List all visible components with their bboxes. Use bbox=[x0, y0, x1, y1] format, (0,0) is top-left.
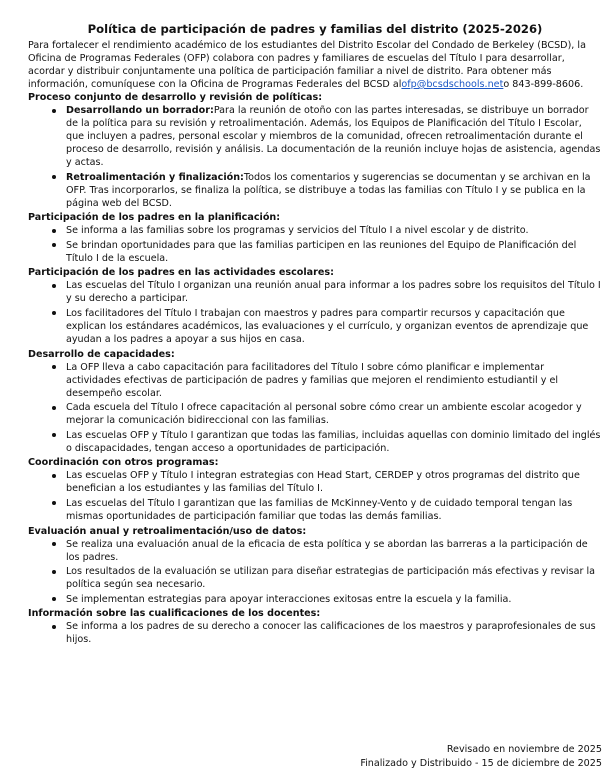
list-item bbox=[66, 171, 602, 210]
list-item: Se implementan estrategias para apoyar interacciones exitosas entre la escuela y la familia. bbox=[66, 593, 602, 606]
section-title-capacity-building: Desarrollo de capacidades: bbox=[28, 348, 175, 360]
revised-date: Revisado en noviembre de 2025 bbox=[446, 744, 602, 755]
page-title: Política de participación de padres y familias del distrito (2025-2026) bbox=[87, 22, 543, 36]
list-item: Los facilitadores del Título I trabajan con maestros y padres para compartir recursos y capacitación que explican los estándares académicos, las evaluaciones y el currículo, y organizan eventos de aprendizaje que ayudan a los padres a apoyar a sus hijos en casa. bbox=[66, 307, 602, 346]
section-list-program-coordination bbox=[28, 469, 602, 523]
section-title-policy-development: Proceso conjunto de desarrollo y revisión de políticas: bbox=[28, 92, 323, 103]
section-title-program-coordination: Coordinación con otros programas: bbox=[28, 457, 219, 469]
section-title-parent-planning: Participación de los padres en la planificación: bbox=[28, 212, 281, 224]
list-item: Se brindan oportunidades para que las familias participen en las reuniones del Equipo de Planificación del Título I de la escuela. bbox=[66, 239, 602, 265]
intro-paragraph bbox=[28, 39, 602, 91]
list-item: Las escuelas OFP y Título I integran estrategias con Head Start, CERDEP y otros programas del distrito que benefician a los estudiantes y las familias del Título I. bbox=[66, 469, 602, 495]
section-list-capacity-building bbox=[28, 361, 602, 455]
item-label: Desarrollando un borrador: bbox=[66, 105, 214, 116]
list-item bbox=[66, 104, 602, 169]
item-text: Todos los comentarios y sugerencias se documentan y se archivan en la OFP. Tras incorporarlos, se finaliza la política, se distribuye a todas las familias con Título I y se publica en la página web del BCSD. bbox=[66, 171, 591, 209]
intro-text: Para fortalecer el rendimiento académico de los estudiantes del Distrito Escolar del Condado de Berkeley (BCSD), la Oficina de Programas Federales (OFP) colabora con padres y familiares de escuelas del Título I para desarrollar, acordar y distribuir conjuntamente una política de participación familiar a nivel de distrito. Para obtener más información, comuníquese con la Oficina de Programas Federales del BCSD al bbox=[28, 40, 586, 90]
document-footer bbox=[360, 743, 602, 771]
section-list-school-activities bbox=[28, 279, 602, 346]
list-item: Los resultados de la evaluación se utilizan para diseñar estrategias de participación más efectivas y revisar la política según sea necesario. bbox=[66, 565, 602, 591]
finalized-date: Finalizado y Distribuido - 15 de diciembre de 2025 bbox=[360, 758, 602, 769]
section-list-annual-evaluation bbox=[28, 538, 602, 606]
section-title-school-activities: Participación de los padres en las actividades escolares: bbox=[28, 267, 334, 279]
list-item: Las escuelas del Título I garantizan que las familias de McKinney-Vento y de cuidado temporal tengan las mismas oportunidades de participación familiar que todas las demás familias. bbox=[66, 497, 602, 523]
section-list-policy-development bbox=[28, 104, 602, 210]
list-item: Las escuelas OFP y Título I garantizan que todas las familias, incluidas aquellas con dominio limitado del inglés o discapacidades, tengan acceso a oportunidades de participación. bbox=[66, 429, 601, 454]
intro-phone-text: o 843-899-8606. bbox=[503, 79, 584, 90]
email-link[interactable]: ofp@bcsdschools.net bbox=[401, 79, 504, 90]
item-label: Retroalimentación y finalización: bbox=[66, 171, 244, 183]
list-item: Se informa a las familias sobre los programas y servicios del Título I a nivel escolar y de distrito. bbox=[66, 224, 602, 237]
item-text: Para la reunión de otoño con las partes interesadas, se distribuye un borrador de la política para su revisión y retroalimentación. Además, los Equipos de Planificación del Título I Escolar, que incluyen a padres, personal escolar y miembros de la comunidad, ofrecen retroalimentación durante el proceso de desarrollo, revisión y análisis. La documentación de la reunión incluye hojas de asistencia, agendas y actas. bbox=[66, 105, 601, 168]
list-item: Cada escuela del Título I ofrece capacitación al personal sobre cómo crear un ambiente escolar acogedor y mejorar la comunicación bidireccional con las familias. bbox=[66, 401, 602, 427]
list-item: Las escuelas del Título I organizan una reunión anual para informar a los padres sobre los requisitos del Título I y su derecho a participar. bbox=[66, 280, 601, 305]
list-item: Se realiza una evaluación anual de la eficacia de esta política y se abordan las barreras a la participación de los padres. bbox=[66, 538, 602, 564]
section-list-parent-planning bbox=[28, 224, 602, 265]
section-list-teacher-qualifications bbox=[28, 620, 602, 646]
list-item: Se informa a los padres de su derecho a conocer las calificaciones de los maestros y paraprofesionales de sus hijos. bbox=[66, 620, 602, 646]
list-item: La OFP lleva a cabo capacitación para facilitadores del Título I sobre cómo planificar e implementar actividades efectivas de participación de padres y familias que mejoren el rendimiento estudiantil y el desempeño escolar. bbox=[66, 361, 602, 400]
section-title-teacher-qualifications: Información sobre las cualificaciones de los docentes: bbox=[28, 608, 321, 620]
section-title-annual-evaluation: Evaluación anual y retroalimentación/uso de datos: bbox=[28, 525, 307, 537]
